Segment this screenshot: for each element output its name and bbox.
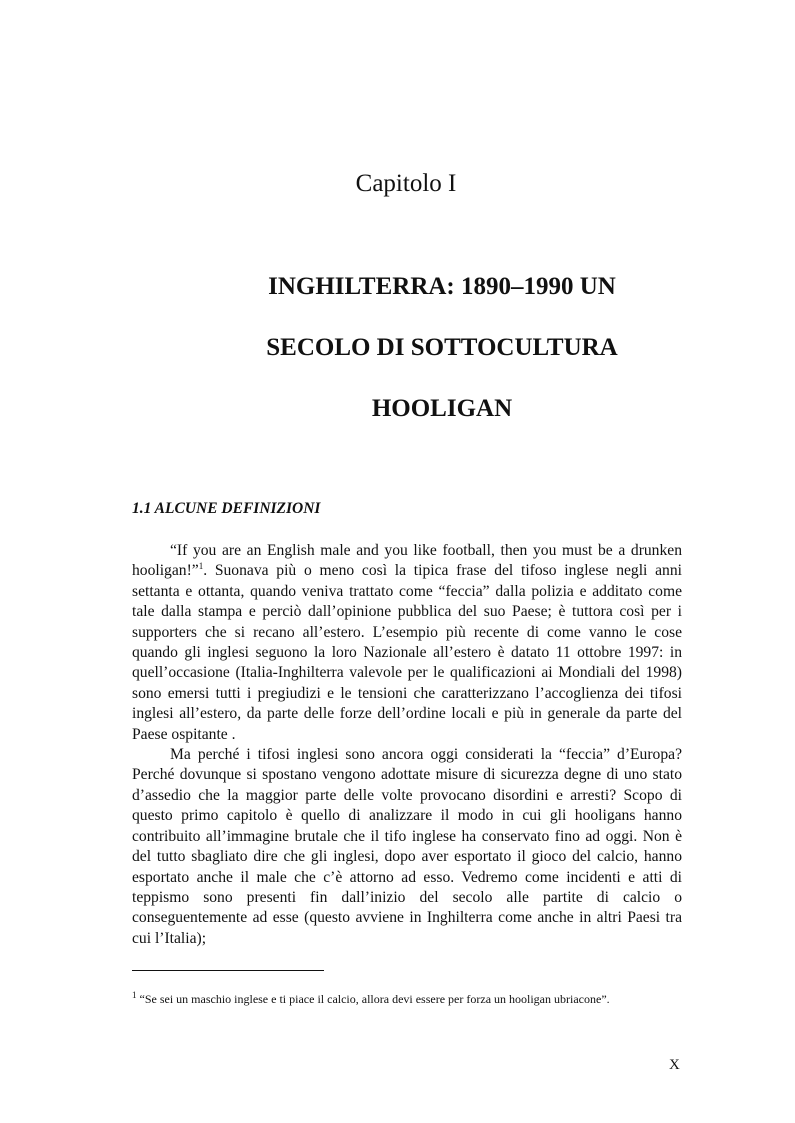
page-number: X: [669, 1057, 680, 1073]
chapter-title-line-2: SECOLO DI SOTTOCULTURA: [266, 334, 618, 361]
footnote-divider: [132, 970, 324, 971]
footnote: [132, 991, 692, 1007]
paragraph-1-text: . Suonava più o meno così la tipica frase del tifoso inglese negli anni settanta e ottanta, quando veniva trattato come “feccia” dalla polizia e additato come tale dalla stampa e perciò dall’opinione pubblica del suo Paese; è tuttora così per i supporters che si recano all’estero. L’esempio più recente di come vanno le cose quando gli inglesi seguono la loro Nazionale all’estero è datato 11 ottobre 1997: in quell’occasione (Italia-Inghilterra valevole per le qualificazioni ai Mondiali del 1998) sono emersi tutti i pregiudizi e le tensioni che caratterizzano l’accoglienza dei tifosi inglesi all’estero, da parte delle forze dell’ordine locali e più in generale da parte del Paese ospitante .: [132, 562, 682, 743]
footnote-number: 1: [132, 990, 137, 1000]
paragraph-2: Ma perché i tifosi inglesi sono ancora oggi considerati la “feccia” d’Europa? Perché dovunque si spostano vengono adottate misure di sicurezza degne di uno stato d’assedio che la maggior parte delle volte provocano disordini e arresti? Scopo di questo primo capitolo è quello di analizzare il modo in cui gli hooligans hanno contribuito all’immagine brutale che il tifo inglese ha conservato fino ad oggi. Non è del tutto sbagliato dire che gli inglesi, dopo aver esportato il gioco del calcio, hanno esportato anche il male che c’è attorno ad esso. Vedremo come incidenti e atti di teppismo sono presenti fin dall’inizio del secolo alle partite di calcio o conseguentemente ad esse (questo avviene in Inghilterra come anche in altri Paesi tra cui l’Italia);: [132, 746, 682, 947]
footnote-reference[interactable]: 1: [198, 561, 204, 572]
chapter-title: [220, 256, 664, 439]
body-text: [132, 541, 682, 949]
footnote-text: “Se sei un maschio inglese e ti piace il calcio, allora devi essere per forza un hooligan ubriacone”.: [136, 992, 610, 1006]
chapter-title-line-3: HOOLIGAN: [371, 395, 513, 422]
section-heading: 1.1 ALCUNE DEFINIZIONI: [132, 500, 321, 517]
opening-quote: “If you are an English male and you like football, then you must be a drunken hooligan!”: [132, 542, 682, 580]
chapter-label: Capitolo I: [355, 170, 457, 197]
paragraph-1: [132, 541, 682, 745]
chapter-title-line-1: INGHILTERRA: 1890–1990 UN: [268, 273, 616, 300]
